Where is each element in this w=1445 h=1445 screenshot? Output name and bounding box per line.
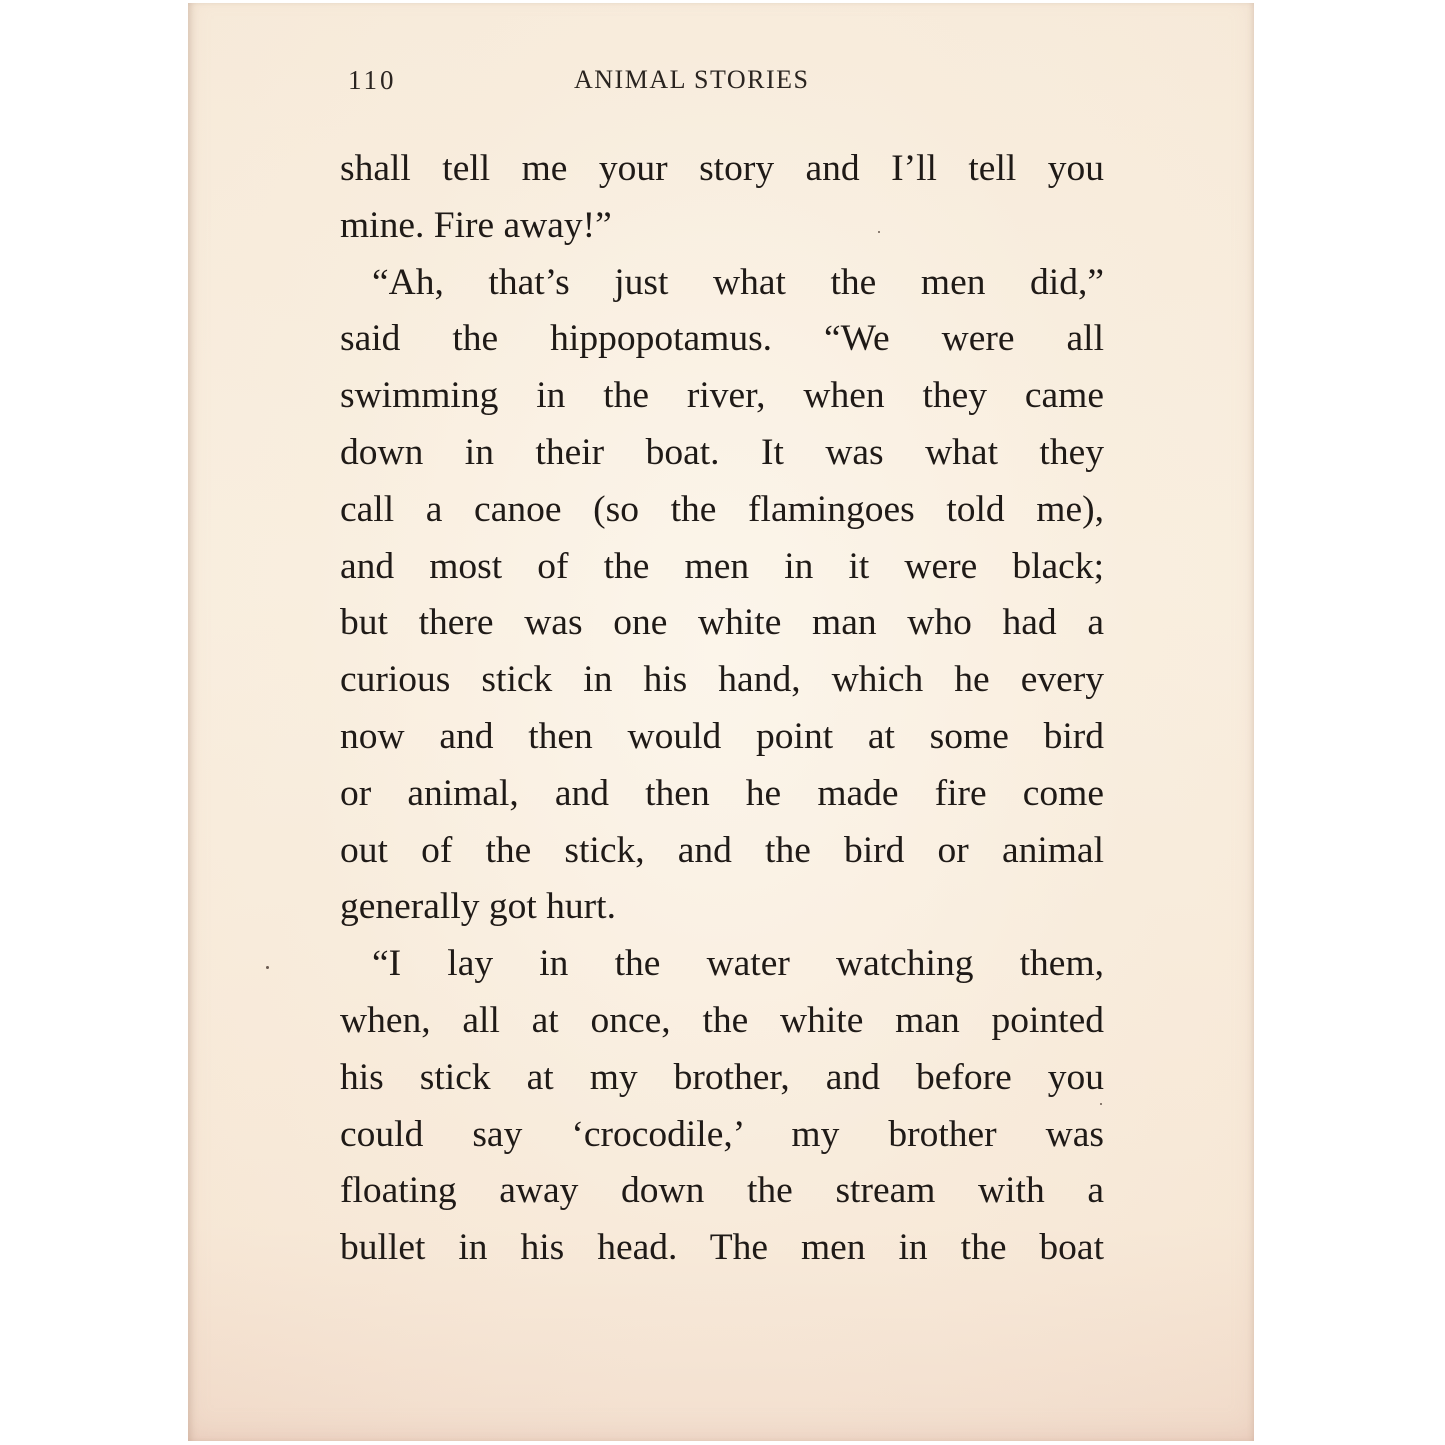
text-line: generally got hurt.	[340, 886, 616, 928]
text-line: bullet in his head. The men in the boat	[340, 1227, 1104, 1269]
text-line: mine. Fire away!”	[340, 204, 612, 246]
text-line: call a canoe (so the flamingoes told me),	[340, 488, 1104, 530]
text-line: “Ah, that’s just what the men did,”	[372, 261, 1104, 303]
text-line: curious stick in his hand, which he every	[340, 659, 1104, 701]
text-line: said the hippopotamus. “We were all	[340, 318, 1104, 360]
body-text	[340, 141, 1104, 1277]
text-line: could say ‘crocodile,’ my brother was	[340, 1113, 1104, 1155]
text-line: out of the stick, and the bird or animal	[340, 829, 1104, 871]
text-line: now and then would point at some bird	[340, 715, 1104, 757]
text-line: and most of the men in it were black;	[340, 545, 1104, 587]
text-line: when, all at once, the white man pointed	[340, 999, 1104, 1041]
text-line: but there was one white man who had a	[340, 602, 1104, 644]
text-line: down in their boat. It was what they	[340, 431, 1104, 473]
text-line: floating away down the stream with a	[340, 1170, 1104, 1212]
page-header	[188, 65, 1254, 101]
text-line: or animal, and then he made fire come	[340, 772, 1104, 814]
text-line: “I lay in the water watching them,	[372, 943, 1104, 985]
text-line: shall tell me your story and I’ll tell you	[340, 148, 1104, 189]
paper-speck	[1100, 1103, 1102, 1105]
paper-speck	[878, 231, 880, 233]
book-page	[188, 3, 1254, 1441]
text-line: swimming in the river, when they came	[340, 375, 1104, 417]
paper-speck	[266, 966, 269, 969]
page-number: 110	[348, 65, 397, 95]
text-line: his stick at my brother, and before you	[340, 1056, 1104, 1098]
running-title: ANIMAL STORIES	[574, 65, 810, 94]
